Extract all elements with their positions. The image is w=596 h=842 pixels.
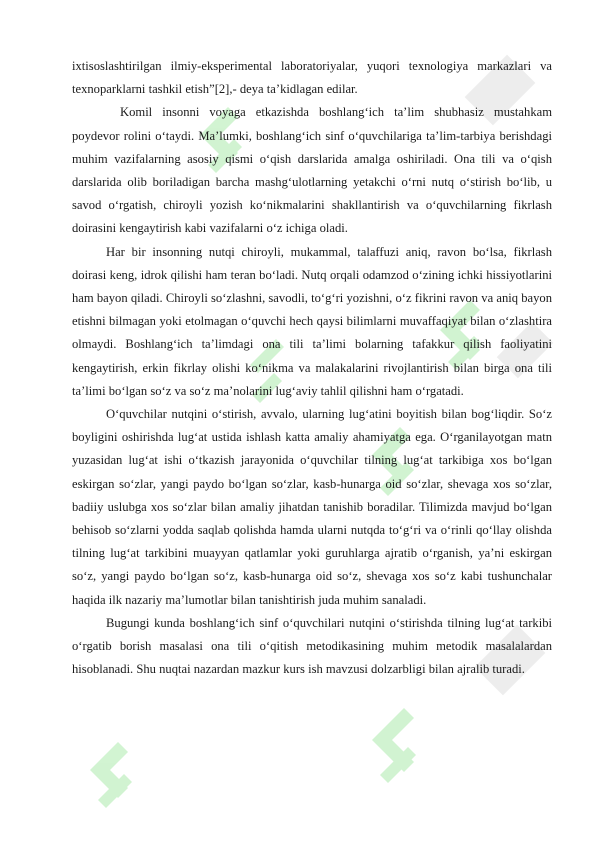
paragraph-continuation: ixtisoslashtirilgan ilmiy-eksperimental laboratoriyalar, yuqori texnologiya markazlari va texnoparklarni tashkil etish”[2],- deya ta’kidlagan edilar. <box>72 59 552 97</box>
paragraph-komil-inson: Komil insonni voyaga etkazishda boshlang‘ich ta’lim shubhasiz mustahkam poydevor rolini o‘taydi. Ma’lumki, boshlang‘ich sinf o‘quvchilariga ta’lim-tarbiya berishdagi muhim vazifalarning asosiy qismi o‘qish darslarida amalga oshiriladi. Ona tili va o‘qish darslarida olib boriladigan barcha mashg‘ulotlarning yetakchi o‘rni nutq o‘stirish bo‘lib, u savod o‘rgatish, chiroyli yozish ko‘nikmalarini shakllantirish va o‘quvchilarning fikrlash doirasini kengaytirish kabi vazifalarni o‘z ichiga oladi. <box>72 105 552 236</box>
document-body <box>72 55 552 681</box>
paragraph-bugungi-kunda: Bugungi kunda boshlang‘ich sinf o‘quvchilari nutqini o‘stirishda tilning lug‘at tarkibi o‘rgatib borish masalasi ona tili o‘qitish metodikasining muhim metodik masalalardan hisoblanadi. Shu nuqtai nazardan mazkur kurs ish mavzusi dolzarbligi bilan ajralib turadi. <box>72 615 552 677</box>
paragraph-lugat: O‘quvchilar nutqini o‘stirish, avvalo, ularning lug‘atini boyitish bilan bog‘liqdir. So‘z boyligini oshirishda lug‘at ustida ishlash katta amaliy ahamiyatga ega. O‘rganilayotgan matn yuzasidan lug‘at ishi o‘tkazish jarayonida o‘quvchilar tilning lug‘at tarkibiga xos bo‘lgan eskirgan so‘zlar, yangi paydo bo‘lgan so‘zlar, kasb-hunarga oid so‘zlar, shevaga xos so‘zlar, badiiy uslubga xos so‘zlar bilan amaliy jihatdan tanishib boradilar. Tilimizda mavjud bo‘lgan behisob so‘zlarni yodda saqlab qolishda hamda ularni nutqda to‘g‘ri va o‘rinli qo‘llay olishda tilning lug‘at tarkibini muayyan qatlamlar yoki guruhlarga ajratib o‘rganish, ya’ni eskirgan so‘z, yangi paydo bo‘lgan so‘z, kasb-hunarga oid so‘z, shevaga xos so‘z kabi tushunchalar haqida ilk nazariy ma’lumotlar bilan tanishtirish juda muhim sanaladi. <box>72 407 552 607</box>
paragraph-nutq: Har bir insonning nutqi chiroyli, mukammal, talaffuzi aniq, ravon bo‘lsa, fikrlash doirasi keng, idrok qilishi ham teran bo‘ladi. Nutq orqali odamzod o‘zining ichki hissiyotlarini ham bayon qiladi. Chiroyli so‘zlashni, savodli, to‘g‘ri yozishni, o‘z fikrini ravon va aniq bayon etishni bilmagan yoki etolmagan o‘quvchi hech qaysi bilimlarni muvaffaqiyat bilan o‘zlashtira olmaydi. Boshlang‘ich ta’limdagi ona tili ta’limi bolarning tafakkur qilish faoliyatini kengaytirish, erkin fikrlay olishi ko‘nikma va malakalarini rivojlantirish bilan birga ona tili ta’limi bo‘lgan so‘z va so‘z ma’nolarini lug‘aviy tahlil qilishni ham o‘rgatadi. <box>72 244 552 398</box>
